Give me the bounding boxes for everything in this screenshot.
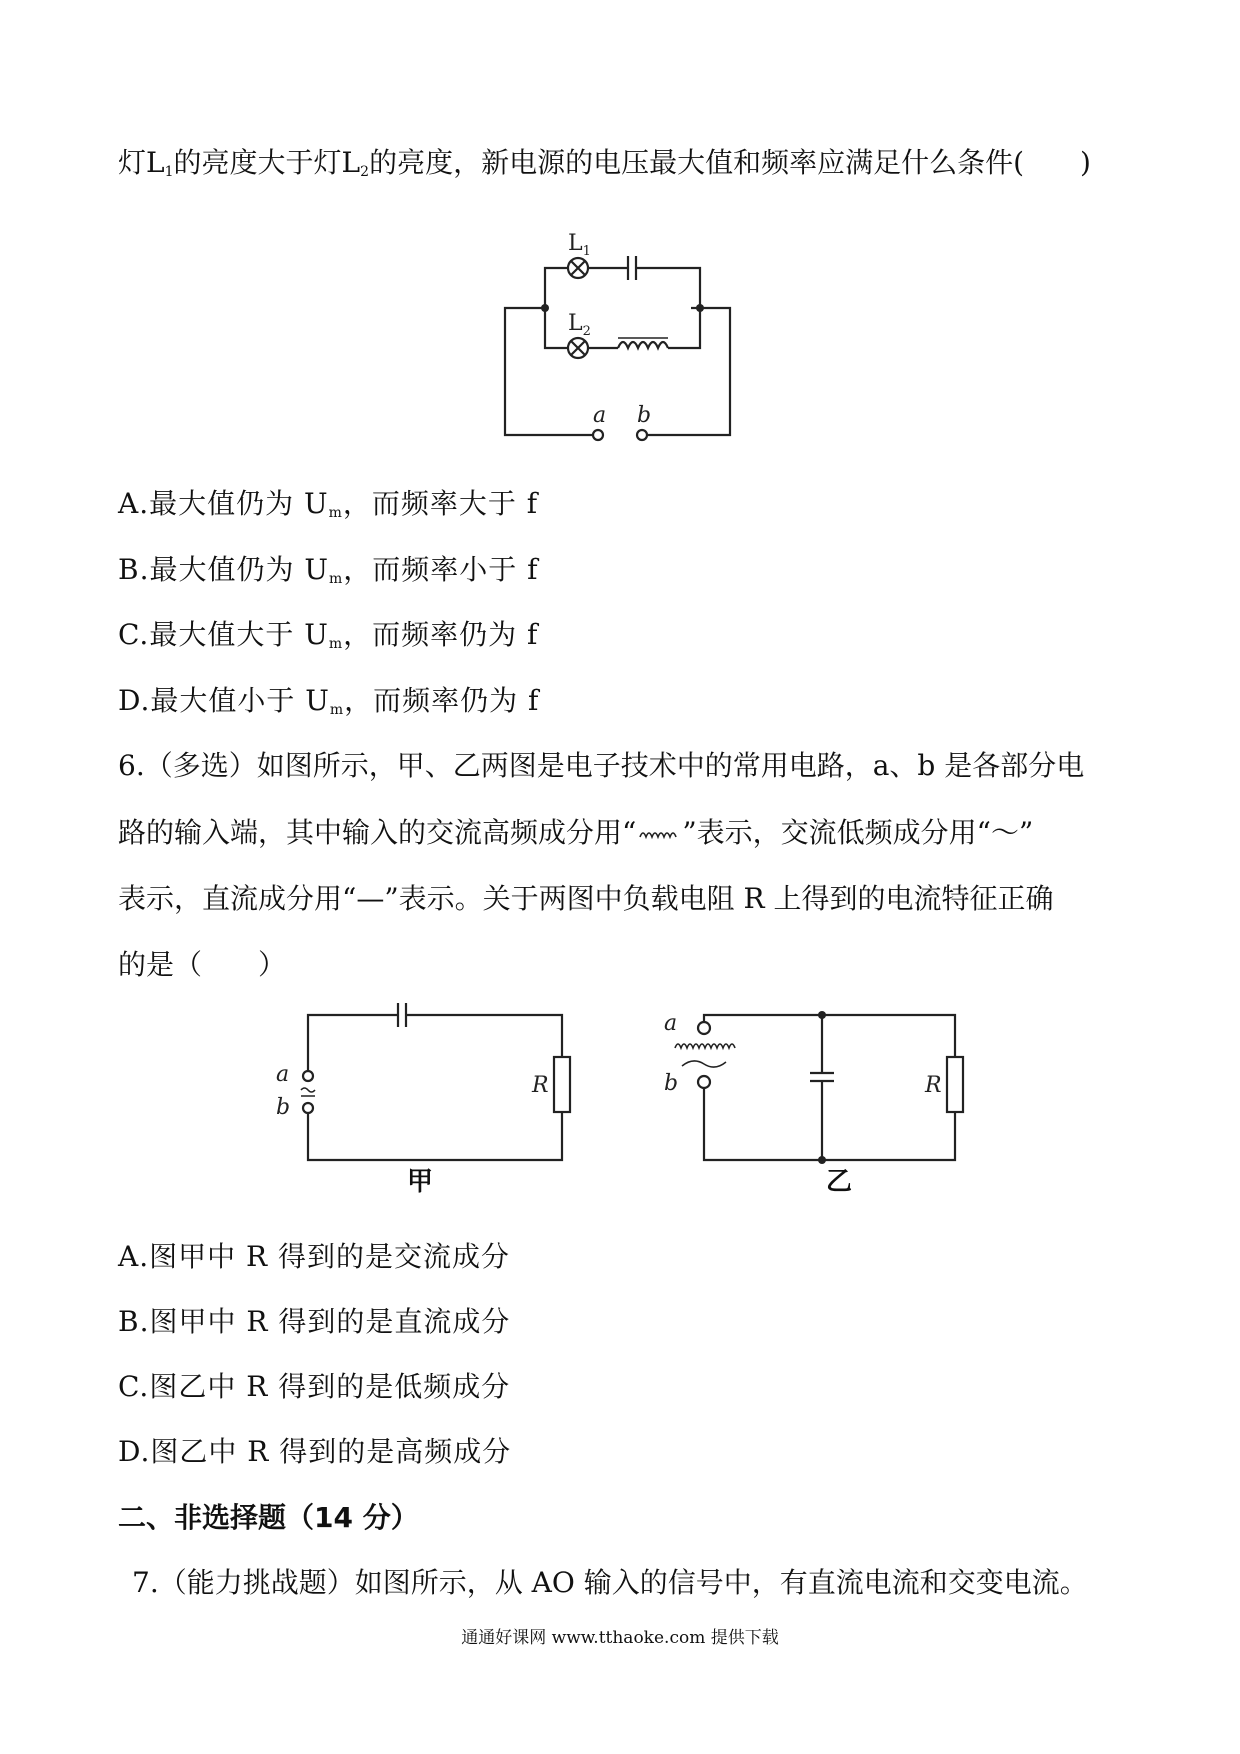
terminal-a <box>593 430 603 440</box>
option-letter: D. <box>118 684 151 717</box>
option-text: 最大值小于 U <box>150 684 330 717</box>
resistor-R <box>947 1057 963 1112</box>
caption-yi: 乙 <box>826 1167 853 1197</box>
option-sub: m <box>328 505 343 521</box>
q6-stem-line2-b: ”表示，交流低频成分用“～” <box>682 816 1034 849</box>
q6-stem-line4: 的是（ ） <box>118 948 287 981</box>
label-R: R <box>925 1073 942 1098</box>
q6-stem-line2-a: 路的输入端，其中输入的交流高频成分用“ <box>118 816 637 849</box>
option-sub: m <box>328 571 344 587</box>
label-R: R <box>532 1073 549 1098</box>
q5-stem-L1: L <box>146 146 165 179</box>
terminal-b <box>637 430 647 440</box>
terminal-a <box>303 1071 313 1081</box>
q6-circuit-yi <box>660 1000 980 1175</box>
q6-stem-line3: 表示，直流成分用“—”表示。关于两图中负载电阻 R 上得到的电流特征正确 <box>118 882 1054 915</box>
page-footer: 通通好课网 www.tthaoke.com 提供下载 <box>461 1628 779 1648</box>
q5-stem-suffix: 的亮度，新电源的电压最大值和频率应满足什么条件( ) <box>369 146 1091 179</box>
label-b: b <box>664 1071 679 1096</box>
q5-stem <box>118 146 1091 189</box>
option-text: 最大值大于 U <box>149 618 329 651</box>
q5-stem-mid: 的亮度大于灯 <box>173 146 342 179</box>
option-sub: m <box>329 702 345 718</box>
option-text-post: ，而频率大于 f <box>342 487 539 520</box>
label-b: b <box>637 403 652 428</box>
option-letter: B. <box>118 553 150 586</box>
q5-circuit-diagram <box>490 220 770 450</box>
label-b: b <box>276 1095 291 1120</box>
q5-stem-L1-sub: 1 <box>164 164 174 180</box>
q6-circuit-jia <box>270 1000 580 1175</box>
option-text-post: ，而频率小于 f <box>343 553 539 586</box>
label-a: a <box>593 403 607 428</box>
q6-option-b: B.图甲中 R 得到的是直流成分 <box>118 1305 511 1338</box>
option-letter: C. <box>118 618 150 651</box>
inductor-symbol <box>618 342 668 348</box>
label-L1: $L_1$ <box>568 231 591 259</box>
option-text: 最大值仍为 U <box>149 487 329 520</box>
q6-option-d: D.图乙中 R 得到的是高频成分 <box>118 1435 512 1468</box>
q6-stem-line1: 6.（多选）如图所示，甲、乙两图是电子技术中的常用电路，a、b 是各部分电 <box>118 749 1085 782</box>
q5-option-b <box>118 553 539 596</box>
resistor-R <box>554 1057 570 1112</box>
section-heading: 二、非选择题（14 分） <box>118 1501 419 1534</box>
q5-stem-L2: L <box>341 146 361 179</box>
terminal-b <box>698 1076 710 1088</box>
option-text-post: ，而频率仍为 f <box>344 684 540 717</box>
q7-stem: 7.（能力挑战题）如图所示，从 AO 输入的信号中，有直流电流和交变电流。 <box>132 1566 1088 1599</box>
q5-option-d <box>118 684 539 727</box>
option-text-post: ，而频率仍为 f <box>343 618 539 651</box>
terminal-b <box>303 1103 313 1113</box>
label-a: a <box>276 1062 290 1087</box>
q5-stem-L2-sub: 2 <box>360 164 370 180</box>
q6-option-a: A.图甲中 R 得到的是交流成分 <box>118 1240 511 1273</box>
q6-option-c: C.图乙中 R 得到的是低频成分 <box>118 1370 511 1403</box>
option-letter: A. <box>118 487 150 520</box>
q5-option-c <box>118 618 538 661</box>
option-sub: m <box>328 636 344 652</box>
high-frequency-symbol <box>636 825 682 845</box>
q6-stem-line2 <box>118 816 1033 850</box>
terminal-a <box>698 1022 710 1034</box>
option-text: 最大值仍为 U <box>149 553 329 586</box>
caption-jia: 甲 <box>407 1167 434 1197</box>
q5-option-a <box>118 487 538 530</box>
label-a: a <box>664 1011 678 1036</box>
q5-stem-prefix: 灯 <box>118 146 147 179</box>
label-L2: $L_2$ <box>568 311 591 339</box>
